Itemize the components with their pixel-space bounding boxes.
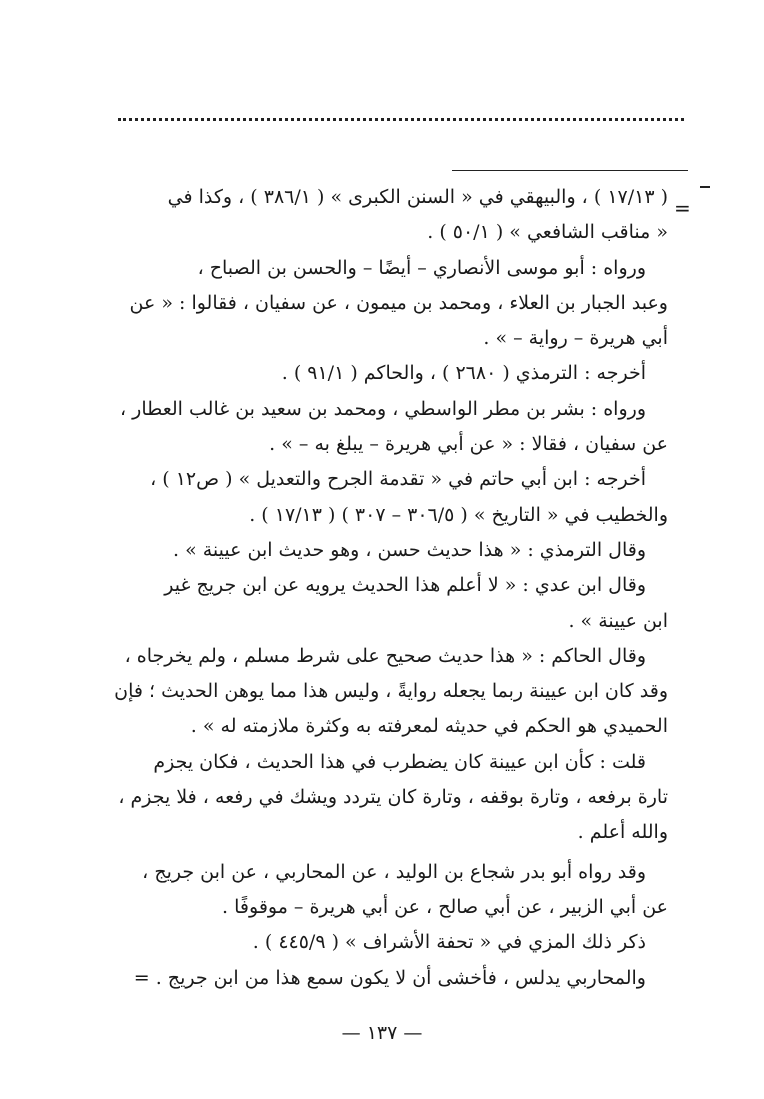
text-line: أبي هريرة – رواية – » .: [483, 327, 668, 350]
text-line: قلت : كأن ابن عيينة كان يضطرب في هذا الحديث ، فكان يجزم: [153, 750, 646, 773]
text-line: وقد رواه أبو بدر شجاع بن الوليد ، عن المحاربي ، عن ابن جريج ،: [142, 860, 646, 883]
text-line: ابن عيينة » .: [568, 609, 668, 632]
footnote-text: [108, 180, 668, 996]
page-number: — ١٣٧ —: [341, 1022, 423, 1044]
text-line: تارة برفعه ، وتارة بوقفه ، وتارة كان يتردد ويشك في رفعه ، فلا يجزم ،: [118, 786, 668, 809]
text-line: وعبد الجبار بن العلاء ، ومحمد بن ميمون ، عن سفيان ، فقالوا : « عن: [129, 291, 668, 314]
text-line: والله أعلم .: [577, 821, 668, 844]
continuation-mark: =: [674, 196, 691, 220]
text-line: وقال الحاكم : « هذا حديث صحيح على شرط مسلم ، ولم يخرجاه ،: [124, 644, 646, 667]
text-line: عن أبي الزبير ، عن أبي صالح ، عن أبي هريرة – موقوفًا .: [222, 895, 668, 918]
text-line: وقال ابن عدي : « لا أعلم هذا الحديث يرويه عن ابن جريج غير: [164, 574, 646, 597]
text-line: أخرجه : الترمذي ( ٢٦٨٠ ) ، والحاكم ( ٩١/١ ) .: [281, 362, 646, 385]
text-line: ورواه : أبو موسى الأنصاري – أيضًا – والحسن بن الصباح ،: [197, 256, 646, 279]
text-line: ذكر ذلك المزي في « تحفة الأشراف » ( ٤٤٥/٩ ) .: [252, 931, 646, 954]
text-line: الحميدي هو الحكم في حديثه لمعرفته به وكثرة ملازمته له » .: [190, 715, 668, 738]
text-line: وقال الترمذي : « هذا حديث حسن ، وهو حديث ابن عيينة » .: [172, 538, 646, 561]
text-line: والمحاربي يدلس ، فأخشى أن لا يكون سمع هذا من ابن جريج . =: [133, 966, 646, 989]
text-line: عن سفيان ، فقالا : « عن أبي هريرة – يبلغ به – » .: [269, 433, 668, 456]
header-dotted-rule: [118, 118, 684, 121]
footnote-separator-rule: [452, 170, 688, 171]
margin-mark: [700, 186, 710, 188]
text-line: ورواه : بشر بن مطر الواسطي ، ومحمد بن سعيد بن غالب العطار ،: [120, 397, 646, 420]
text-line: والخطيب في « التاريخ » ( ٣٠٦/٥ – ٣٠٧ ) ( ١٧/١٣ ) .: [249, 503, 668, 526]
text-line: « مناقب الشافعي » ( ٥٠/١ ) .: [427, 221, 668, 244]
text-line: وقد كان ابن عيينة ربما يجعله روايةً ، وليس هذا مما يوهن الحديث ؛ فإن: [114, 680, 668, 703]
text-line: ( ١٧/١٣ ) ، والبيهقي في « السنن الكبرى » ( ٣٨٦/١ ) ، وكذا في: [167, 186, 668, 208]
text-line: أخرجه : ابن أبي حاتم في « تقدمة الجرح والتعديل » ( ص١٢ ) ،: [150, 468, 646, 491]
